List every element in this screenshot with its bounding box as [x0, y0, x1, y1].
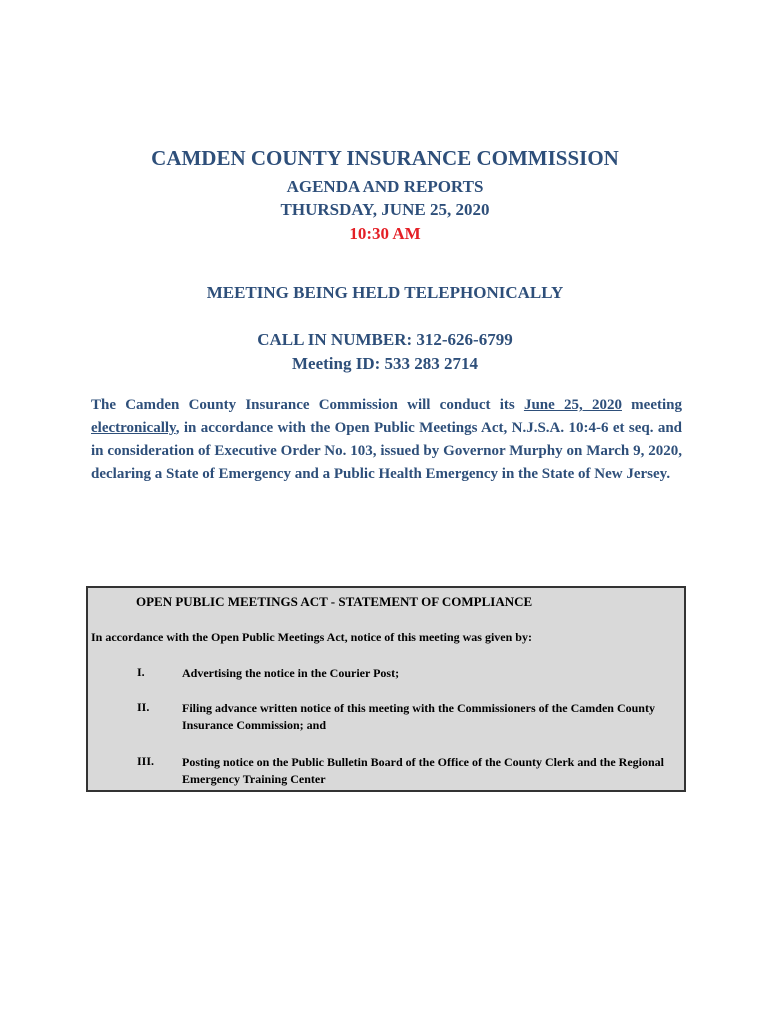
- meeting-time: 10:30 AM: [349, 224, 421, 243]
- meeting-id: Meeting ID: 533 283 2714: [291, 354, 479, 373]
- paragraph-electronically: electronically: [91, 420, 176, 436]
- meeting-notice: MEETING BEING HELD TELEPHONICALLY: [206, 283, 564, 302]
- paragraph-text-3: , in accordance with the Open Public Meetings Act, N.J.S.A. 10:4-6 et seq. and in consideration of Executive Order No. 103, issued by Governor Murphy on March 9, 2020, declaring a State of Emergency and a Public Health Emergency in the State of New Jersey.: [91, 420, 682, 482]
- compliance-title: OPEN PUBLIC MEETINGS ACT - STATEMENT OF COMPLIANCE: [136, 594, 533, 609]
- intro-paragraph: [91, 394, 682, 486]
- compliance-item-text: Posting notice on the Public Bulletin Board of the Office of the County Clerk and the Regional Emergency Training Center: [182, 755, 664, 786]
- compliance-item-text: Filing advance written notice of this meeting with the Commissioners of the Camden County Insurance Commission; and: [182, 701, 655, 732]
- call-in-number: CALL IN NUMBER: 312-626-6799: [257, 330, 513, 349]
- compliance-item-text: Advertising the notice in the Courier Post;: [182, 666, 400, 680]
- meeting-date: THURSDAY, JUNE 25, 2020: [280, 200, 490, 219]
- compliance-item-number: II.: [137, 700, 150, 714]
- compliance-item-number: I.: [137, 665, 145, 679]
- agenda-subtitle: AGENDA AND REPORTS: [286, 177, 484, 196]
- compliance-box: [86, 586, 686, 792]
- page-title: CAMDEN COUNTY INSURANCE COMMISSION: [151, 146, 619, 170]
- compliance-item-number: III.: [137, 754, 155, 768]
- paragraph-text-1: The Camden County Insurance Commission will conduct its: [91, 397, 524, 413]
- paragraph-text-2: meeting: [621, 397, 682, 413]
- paragraph-date: June 25, 2020: [523, 397, 622, 413]
- compliance-intro: In accordance with the Open Public Meetings Act, notice of this meeting was given by:: [91, 630, 532, 644]
